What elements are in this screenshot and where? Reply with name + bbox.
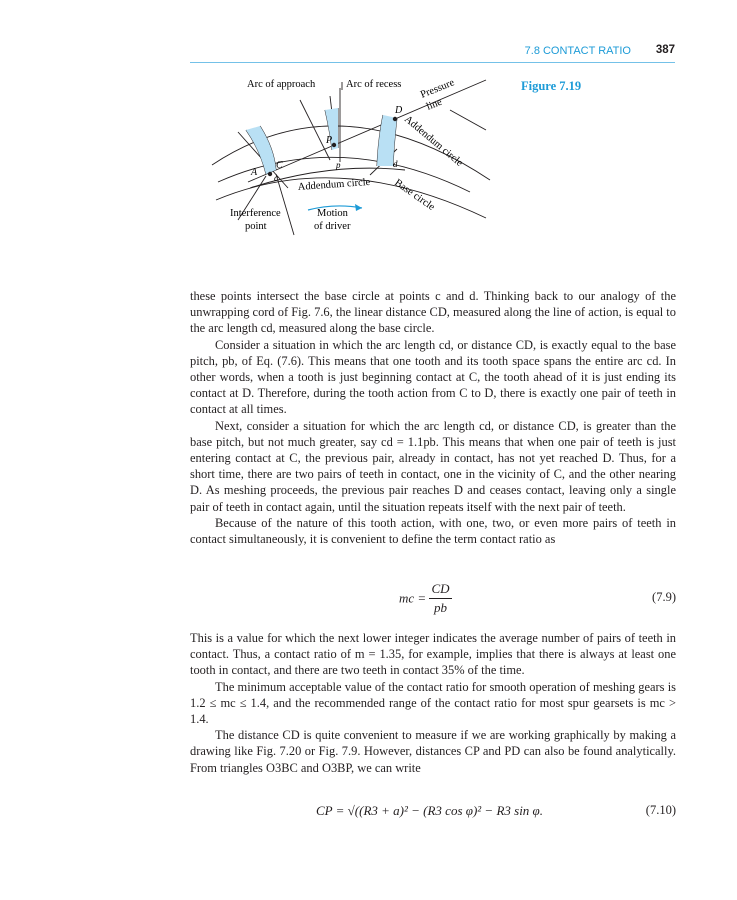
paragraph-5: This is a value for which the next lower integer indicates the average number of pairs of teeth in contact. Thus, a contact ratio of m = 1.35, for example, implies that there is always at least one tooth in contact, and there are two teeth in contact 35% of the time.: [190, 631, 676, 678]
equation-7-9-number: (7.9): [652, 590, 676, 604]
paragraph-4: Because of the nature of this tooth action, with one, two, or even more pairs of teeth in contact simultaneously, it is convenient to define the term contact ratio as: [190, 515, 676, 547]
addendum-bottom-label: Addendum circle: [297, 176, 371, 193]
motion-label-1: Motion: [317, 208, 348, 219]
running-header: [190, 44, 675, 63]
point-d: [393, 117, 397, 121]
paragraph-1: these points intersect the base circle at points c and d. Thinking back to our analogy of the unwrapping cord of Fig. 7.6, the linear distance CD, measured along the line of action, is equal to the arc length cd, measured along the base circle.: [190, 289, 676, 336]
base-circle-label: Base circle: [392, 177, 437, 214]
page-number: 387: [655, 44, 675, 56]
contact-ratio-figure: [190, 70, 500, 270]
line-label: line: [425, 96, 444, 113]
point-d-small-label: d: [393, 159, 398, 169]
motion-arrowhead: [355, 204, 362, 211]
eq79-denominator: pb: [433, 600, 447, 615]
body-text-2: [190, 630, 676, 776]
point-d-label: D: [395, 105, 403, 116]
addendum-top-label: Addendum circle: [402, 113, 465, 169]
point-c-label: C: [276, 160, 283, 171]
interference-label-2: point: [245, 221, 267, 232]
eq79-fraction: [429, 581, 451, 616]
paragraph-6: The minimum acceptable value of the contact ratio for smooth operation of meshing gears is 1.2 ≤ mc ≤ 1.4, and the recommended range of the contact ratio for most spur gearsets is mc > 1.4.: [190, 679, 676, 727]
paragraph-3: Next, consider a situation for which the arc length cd, or distance CD, is greater than the base pitch, but not much greater, say cd = 1.1pb. This means that when one pair of teeth is just entering contact at C, the previous pair, already in contact, has not yet reached D. Thus, for a short time, there are two pairs of teeth in contact, one in the vicinity of C, and the other nearing D. As meshing proceeds, the previous pair reaches D and ceases contact, leaving only a single pair of teeth in contact again, until the situation repeats itself with the next pair of teeth.: [190, 418, 676, 514]
paragraph-2: Consider a situation in which the arc length cd, or distance CD, is exactly equal to the base pitch, pb, of Eq. (7.6). This means that one tooth and its tooth space spans the entire arc cd. In other words, when a tooth is just beginning contact at C, the tooth ahead of it is just ending its contact at D. Therefore, during the tooth action from C to D, there is exactly one pair of teeth in contact at all times.: [190, 337, 676, 417]
point-p-small-label: p: [336, 160, 341, 170]
line-right-a: [276, 174, 294, 235]
point-a-label: A: [251, 167, 258, 178]
arc-recess-label: Arc of recess: [346, 79, 402, 90]
point-c-small-label: c: [274, 173, 278, 183]
eq79-numerator: CD: [429, 581, 451, 599]
motion-label-2: of driver: [314, 221, 351, 232]
pressure-line: [248, 80, 486, 182]
equation-7-10-number: (7.10): [645, 803, 676, 817]
eq79-lhs: mc =: [399, 590, 427, 606]
interference-label-1: Interference: [230, 208, 281, 219]
point-p: [332, 143, 336, 147]
section-title: 7.8 CONTACT RATIO: [524, 45, 631, 57]
equation-7-10: CP = √((R3 + a)² − (R3 cos φ)² − R3 sin φ.: [316, 803, 543, 818]
equation-7-9: [399, 581, 452, 616]
arc-approach-label: Arc of approach: [247, 79, 316, 90]
radial-2: [300, 100, 333, 160]
radial-4: [450, 110, 486, 130]
figure-label: Figure 7.19: [521, 79, 582, 93]
point-p-label: P: [326, 135, 333, 146]
point-a: [268, 172, 272, 176]
body-text: [190, 288, 676, 547]
pressure-label: Pressure: [419, 77, 457, 101]
paragraph-7: The distance CD is quite convenient to measure if we are working graphically by making a drawing like Fig. 7.20 or Fig. 7.9. However, distances CP and PD can also be found analytically. From triangles O3BC and O3BP, we can write: [190, 728, 676, 775]
